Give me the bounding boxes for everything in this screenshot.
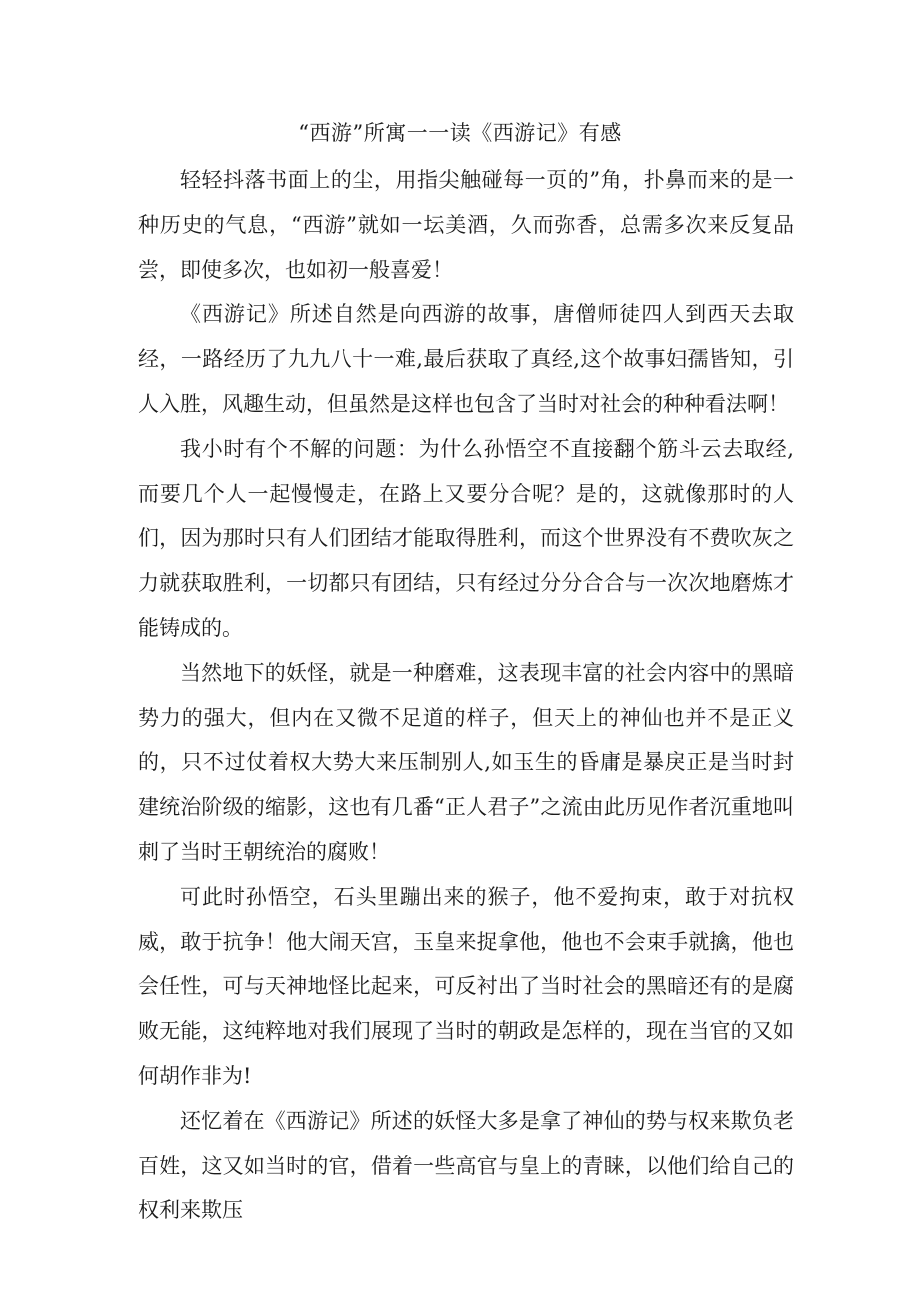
document-title: “西游”所寓一一读《西游记》有感 [298,121,622,145]
paragraph-3: 我小时有个不解的问题：为什么孙悟空不直接翻个筋斗云去取经,而要几个人一起慢慢走，在路上又要分合呢？是的，这就像那时的人们，因为那时只有人们团结才能取得胜利，而这个世界没有不费吹灰之力就获取胜利，一切都只有团结，只有经过分分合合与一次次地磨炼才能铸成的。 [138,436,794,640]
paragraph-1: 轻轻抖落书面上的尘，用指尖触碰每一页的”角，扑鼻而来的是一种历史的气息，“西游”就如一坛美酒，久而弥香，总需多次来反复品尝，即使多次，也如初一般喜爱！ [138,168,794,282]
document-body [138,158,794,1233]
paragraph-5: 可此时孙悟空，石头里蹦出来的猴子，他不爱拘束，敢于对抗权威，敢于抗争！他大闹天宫，玉皇来捉拿他，他也不会束手就擒，他也会任性，可与天神地怪比起来，可反衬出了当时社会的黑暗还有的是腐败无能，这纯粹地对我们展现了当时的朝政是怎样的，现在当官的又如何胡作非为! [138,884,794,1088]
paragraph-2: 《西游记》所述自然是向西游的故事，唐僧师徒四人到西天去取经，一路经历了九九八十一难,最后获取了真经,这个故事妇孺皆知，引人入胜，风趣生动，但虽然是这样也包含了当时对社会的种种看法啊！ [138,302,794,416]
paragraph-6: 还忆着在《西游记》所述的妖怪大多是拿了神仙的势与权来欺负老百姓，这又如当时的官，借着一些高官与皇上的青睐，以他们给自己的权利来欺压 [138,1108,794,1223]
paragraph-4: 当然地下的妖怪，就是一种磨难，这表现丰富的社会内容中的黑暗势力的强大，但内在又微不足道的样子，但天上的神仙也并不是正义的，只不过仗着权大势大来压制别人,如玉生的昏庸是暴戾正是当时封建统治阶级的缩影，这也有几番“正人君子”之流由此历见作者沉重地叫刺了当时王朝统治的腐败！ [138,660,794,864]
